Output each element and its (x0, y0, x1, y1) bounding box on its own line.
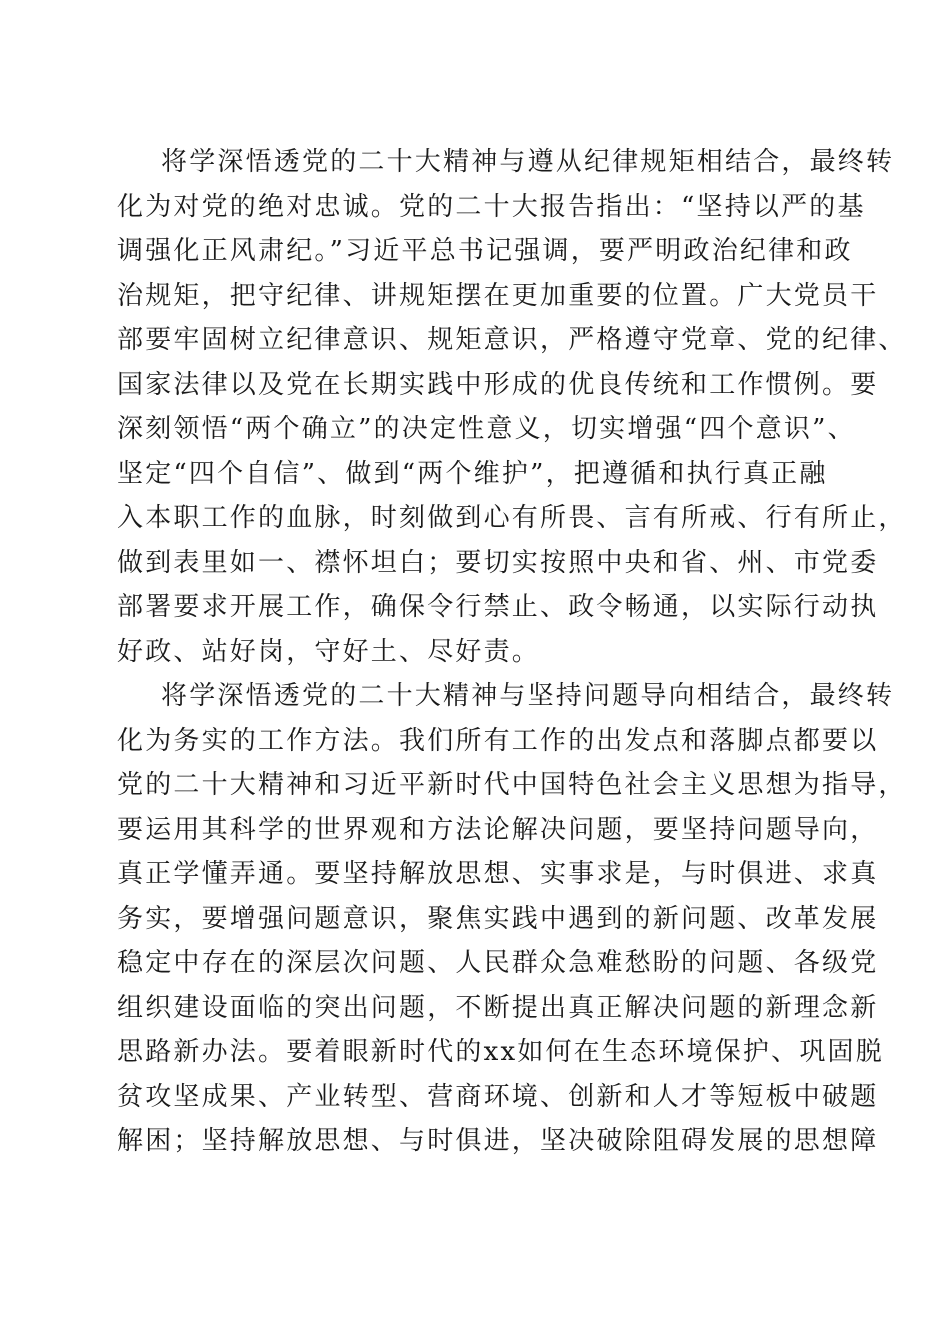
paragraph-line: 好政、站好岗，守好土、尽好责。 (117, 636, 541, 667)
paragraph-line: 思路新办法。要着眼新时代的xx如何在生态环境保护、巩固脱 (117, 1037, 884, 1067)
paragraph-line: 党的二十大精神和习近平新时代中国特色社会主义思想为指导， (117, 770, 907, 800)
paragraph-line: 部要牢固树立纪律意识、规矩意识，严格遵守党章、党的纪律、 (117, 325, 907, 355)
paragraph-line: 组织建设面临的突出问题，不断提出真正解决问题的新理念新 (117, 992, 879, 1023)
paragraph-line: 坚定“四个自信”、做到“两个维护”，把遵循和执行真正融 (117, 458, 828, 489)
paragraph-problem-orientation (117, 674, 907, 1164)
document-body (117, 140, 907, 1164)
paragraph-line: 解困；坚持解放思想、与时俱进，坚决破除阻碍发展的思想障 (117, 1126, 879, 1156)
paragraph-line: 务实，要增强问题意识，聚焦实践中遇到的新问题、改革发展 (117, 903, 879, 934)
paragraph-line: 入本职工作的血脉，时刻做到心有所畏、言有所戒、行有所止， (117, 503, 907, 533)
paragraph-line: 稳定中存在的深层次问题、人民群众急难愁盼的问题、各级党 (117, 948, 879, 978)
paragraph-line: 真正学懂弄通。要坚持解放思想、实事求是，与时俱进、求真 (117, 859, 879, 889)
paragraph-line: 化为务实的工作方法。我们所有工作的出发点和落脚点都要以 (117, 725, 879, 756)
paragraph-line: 调强化正风肃纪。”习近平总书记强调，要严明政治纪律和政 (117, 236, 853, 266)
paragraph-line: 要运用其科学的世界观和方法论解决问题，要坚持问题导向， (117, 814, 879, 845)
paragraph-line: 化为对党的绝对忠诚。党的二十大报告指出：“坚持以严的基 (117, 191, 866, 222)
paragraph-line: 治规矩，把守纪律、讲规矩摆在更加重要的位置。广大党员干 (117, 280, 879, 311)
paragraph-line: 将学深悟透党的二十大精神与遵从纪律规矩相结合，最终转 (161, 147, 895, 177)
paragraph-line: 深刻领悟“两个确立”的决定性意义，切实增强“四个意识”、 (117, 414, 856, 444)
paragraph-line: 部署要求开展工作，确保令行禁止、政令畅通，以实际行动执 (117, 592, 879, 622)
paragraph-line: 将学深悟透党的二十大精神与坚持问题导向相结合，最终转 (161, 681, 895, 711)
paragraph-line: 做到表里如一、襟怀坦白；要切实按照中央和省、州、市党委 (117, 547, 879, 578)
paragraph-line: 贫攻坚成果、产业转型、营商环境、创新和人才等短板中破题 (117, 1081, 879, 1112)
paragraph-discipline (117, 140, 907, 674)
paragraph-line: 国家法律以及党在长期实践中形成的优良传统和工作惯例。要 (117, 369, 879, 400)
